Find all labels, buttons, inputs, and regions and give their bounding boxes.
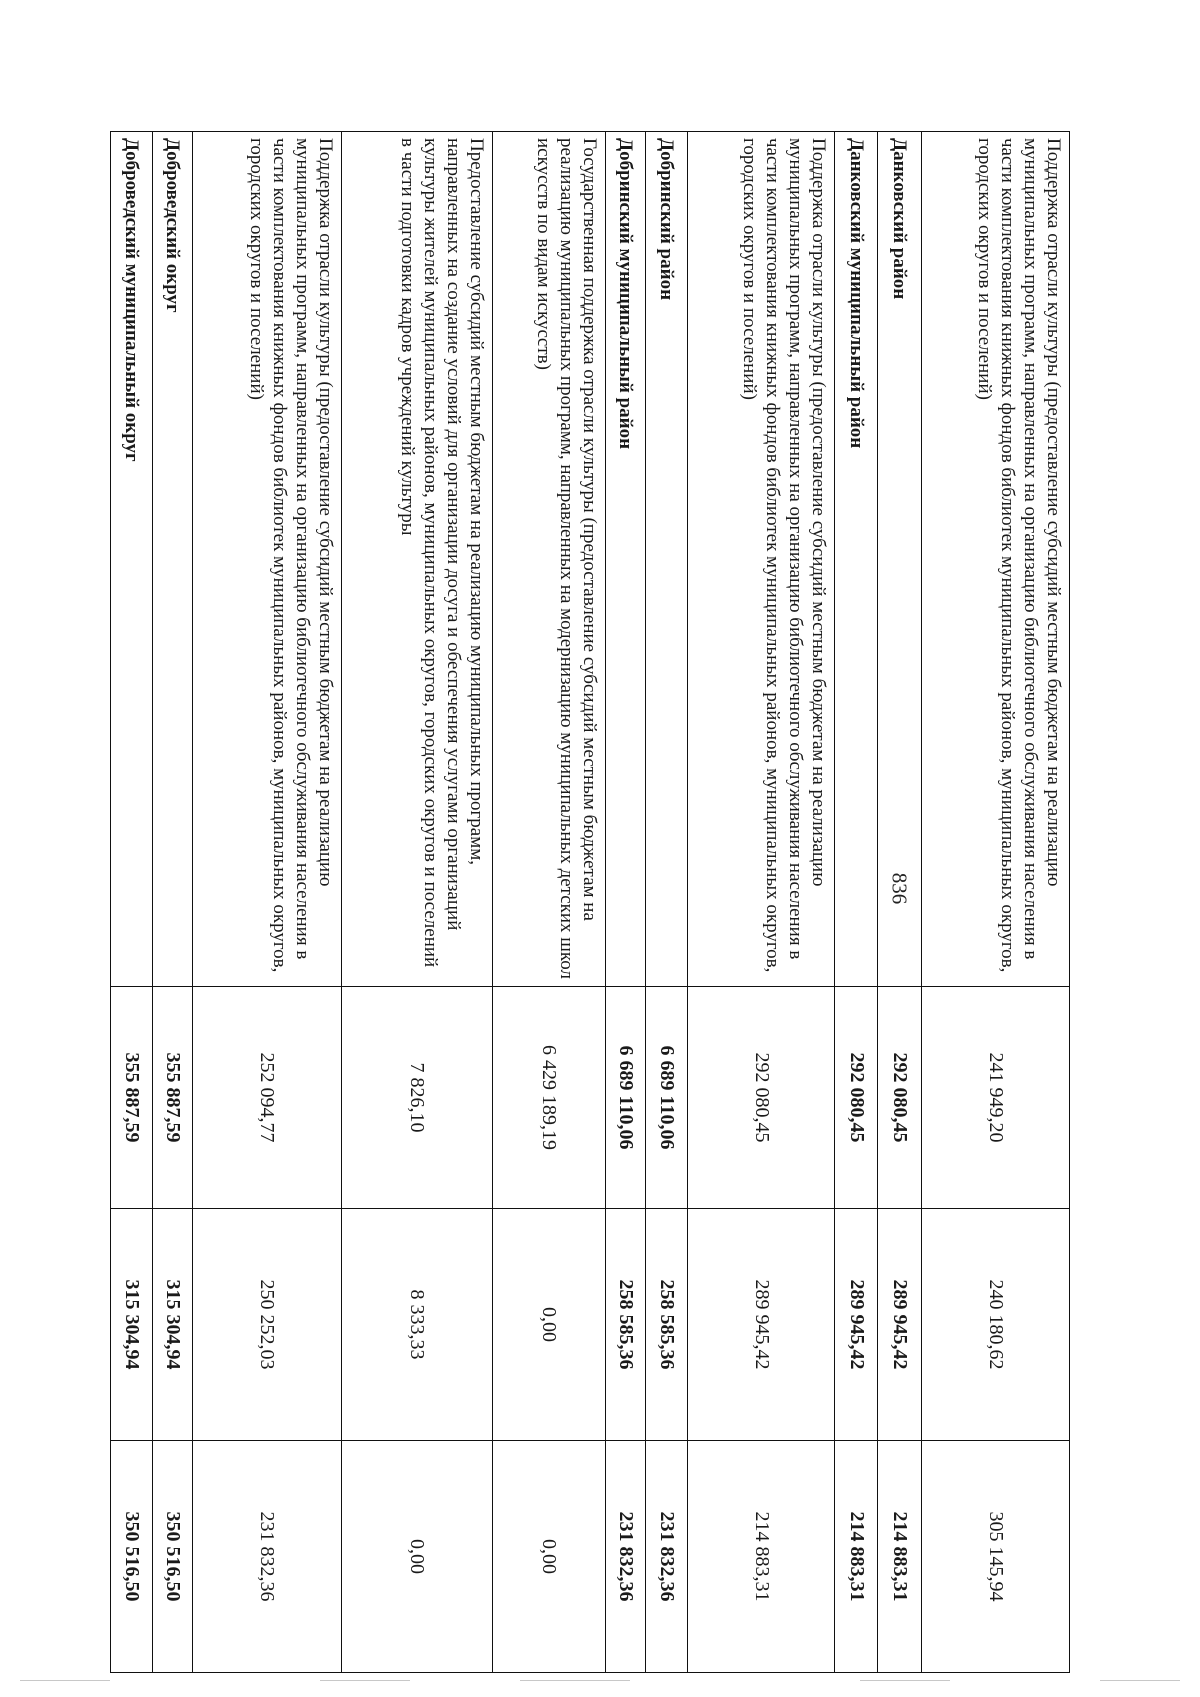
row-label: Доброведский муниципальный округ [111,132,153,987]
table-row [341,132,493,1673]
row-label: Добринский район [645,132,687,987]
value-2023: 258 585,36 [605,1209,645,1441]
value-2023: 315 304,94 [111,1209,153,1441]
table-row [687,132,834,1673]
value-2023: 240 180,62 [921,1209,1069,1441]
row-label: Поддержка отрасли культуры (предоставление субсидий местным бюджетам на реализацию муниципальных программ, направленных на организацию библиотечного обслуживания населения в части комплектования книжных фондов библиотек муниципальных районов, муниципальных округов, городских округов и поселений) [687,132,834,987]
table-row [193,132,341,1673]
value-2022: 355 887,59 [111,987,153,1209]
row-label: Предоставление субсидий местным бюджетам на реализацию муниципальных программ, направленных на создание условий для организации досуга и обеспечения услугами организаций культуры жителей муниципальных районов, муниципальных округов, городских округов и поселений в части подготовки кадров учреждений культуры [341,132,493,987]
budget-table-rotated [110,131,1070,1672]
table-row [645,132,687,1673]
table-row [835,132,878,1673]
table-row [605,132,645,1673]
value-2024: 0,00 [341,1441,493,1673]
row-label: Поддержка отрасли культуры (предоставление субсидий местным бюджетам на реализацию муниципальных программ, направленных на организацию библиотечного обслуживания населения в части комплектования книжных фондов библиотек муниципальных районов, муниципальных округов, городских округов и поселений) [921,132,1069,987]
budget-table [110,131,1070,1673]
table-row [111,132,153,1673]
value-2023: 0,00 [493,1209,606,1441]
value-2022: 292 080,45 [878,987,921,1209]
row-label: Добринский муниципальный район [605,132,645,987]
value-2022: 355 887,59 [153,987,193,1209]
value-2022: 6 429 189,19 [493,987,606,1209]
scan-artifact [1100,1680,1180,1681]
value-2022: 252 094,77 [193,987,341,1209]
value-2022: 241 949,20 [921,987,1069,1209]
value-2022: 292 080,45 [835,987,878,1209]
value-2022: 292 080,45 [687,987,834,1209]
scan-artifact [320,1680,410,1681]
row-label: Государственная поддержка отрасли культуры (предоставление субсидий местным бюджетам на реализацию муниципальных программ, направленных на модернизацию муниципальных детских школ искусств по видам искусств) [493,132,606,987]
value-2024: 231 832,36 [645,1441,687,1673]
value-2024: 305 145,94 [921,1441,1069,1673]
value-2022: 7 826,10 [341,987,493,1209]
row-label: Доброведский округ [153,132,193,987]
value-2023: 250 252,03 [193,1209,341,1441]
value-2023: 258 585,36 [645,1209,687,1441]
value-2023: 315 304,94 [153,1209,193,1441]
value-2022: 6 689 110,06 [605,987,645,1209]
table-row [153,132,193,1673]
value-2023: 289 945,42 [835,1209,878,1441]
value-2024: 214 883,31 [878,1441,921,1673]
scan-artifact [20,1680,110,1681]
value-2024: 0,00 [493,1441,606,1673]
table-row [493,132,606,1673]
page-number: 836 [887,872,912,905]
table-row [921,132,1069,1673]
table-row [878,132,921,1673]
value-2024: 350 516,50 [111,1441,153,1673]
value-2024: 231 832,36 [605,1441,645,1673]
value-2023: 289 945,42 [687,1209,834,1441]
row-label: Данковский район [878,132,921,987]
scan-artifact [520,1680,630,1681]
value-2024: 350 516,50 [153,1441,193,1673]
row-label: Данковский муниципальный район [835,132,878,987]
value-2023: 8 333,33 [341,1209,493,1441]
value-2024: 231 832,36 [193,1441,341,1673]
value-2023: 289 945,42 [878,1209,921,1441]
value-2024: 214 883,31 [835,1441,878,1673]
row-label: Поддержка отрасли культуры (предоставление субсидий местным бюджетам на реализацию муниципальных программ, направленных на организацию библиотечного обслуживания населения в части комплектования книжных фондов библиотек муниципальных районов, муниципальных округов, городских округов и поселений) [193,132,341,987]
scan-artifact [860,1680,950,1681]
value-2024: 214 883,31 [687,1441,834,1673]
value-2022: 6 689 110,06 [645,987,687,1209]
